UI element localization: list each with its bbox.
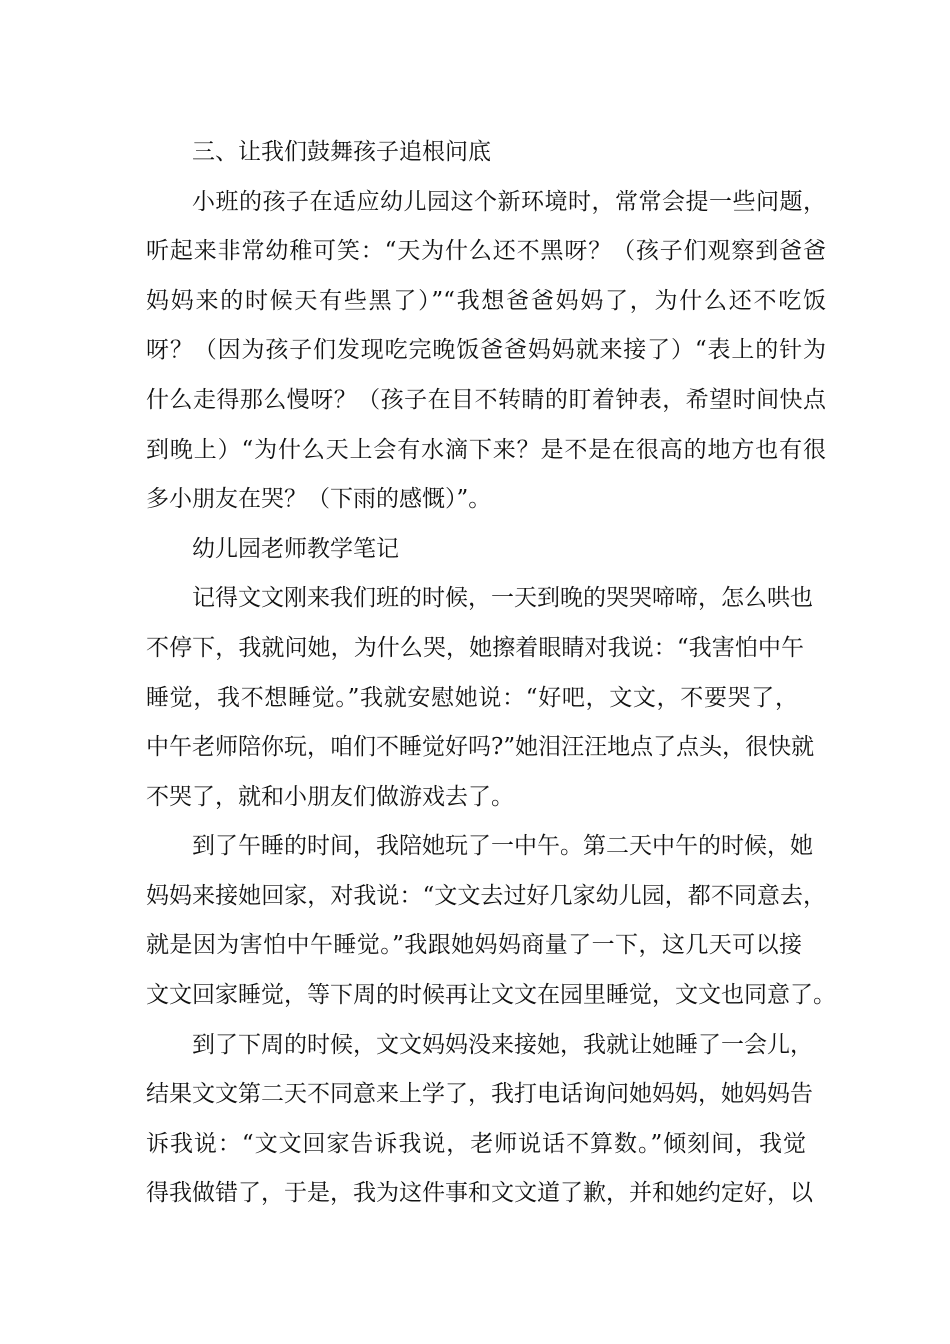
paragraph-line: 就是因为害怕中午睡觉。”我跟她妈妈商量了一下，这几天可以接	[146, 932, 802, 958]
paragraph-line: 到了下周的时候，文文妈妈没来接她，我就让她睡了一会儿，	[192, 1032, 813, 1058]
paragraph-line: 多小朋友在哭？（下雨的感慨）”。	[146, 486, 492, 512]
paragraph-line: 妈妈来的时候天有些黑了）”“我想爸爸妈妈了，为什么还不吃饭	[146, 288, 826, 314]
paragraph-line: 结果文文第二天不同意来上学了，我打电话询问她妈妈，她妈妈告	[146, 1081, 813, 1107]
paragraph-line: 诉我说：“文文回家告诉我说，老师说话不算数。”倾刻间，我觉	[146, 1131, 806, 1157]
paragraph-line: 到晚上）“为什么天上会有水滴下来？是不是在很高的地方也有很	[146, 437, 826, 463]
paragraph-line: 不哭了，就和小朋友们做游戏去了。	[146, 784, 514, 810]
paragraph-line: 呀？（因为孩子们发现吃完晚饭爸爸妈妈就来接了）“表上的针为	[146, 337, 826, 363]
paragraph-line: 文文回家睡觉，等下周的时候再让文文在园里睡觉，文文也同意了。	[146, 982, 836, 1008]
section-heading: 幼儿园老师教学笔记	[192, 536, 399, 562]
paragraph-line: 什么走得那么慢呀？（孩子在目不转睛的盯着钟表，希望时间快点	[146, 387, 826, 413]
paragraph-line: 听起来非常幼稚可笑：“天为什么还不黑呀？（孩子们观察到爸爸	[146, 238, 826, 264]
paragraph-line: 妈妈来接她回家，对我说：“文文去过好几家幼儿园，都不同意去，	[146, 883, 826, 909]
paragraph-line: 小班的孩子在适应幼儿园这个新环境时，常常会提一些问题，	[192, 189, 826, 215]
paragraph-line: 到了午睡的时间，我陪她玩了一中午。第二天中午的时候，她	[192, 833, 813, 859]
paragraph-line: 记得文文刚来我们班的时候，一天到晚的哭哭啼啼，怎么哄也	[192, 585, 813, 611]
paragraph-line: 得我做错了，于是，我为这件事和文文道了歉，并和她约定好，以	[146, 1180, 813, 1206]
paragraph-line: 睡觉，我不想睡觉。”我就安慰她说：“好吧，文文，不要哭了，	[146, 685, 798, 711]
paragraph-line: 不停下，我就问她，为什么哭，她擦着眼睛对我说：“我害怕中午	[146, 635, 804, 661]
paragraph-line: 中午老师陪你玩，咱们不睡觉好吗?”她泪汪汪地点了点头，很快就	[146, 734, 815, 760]
section-heading: 三、让我们鼓舞孩子追根问底	[192, 139, 491, 165]
